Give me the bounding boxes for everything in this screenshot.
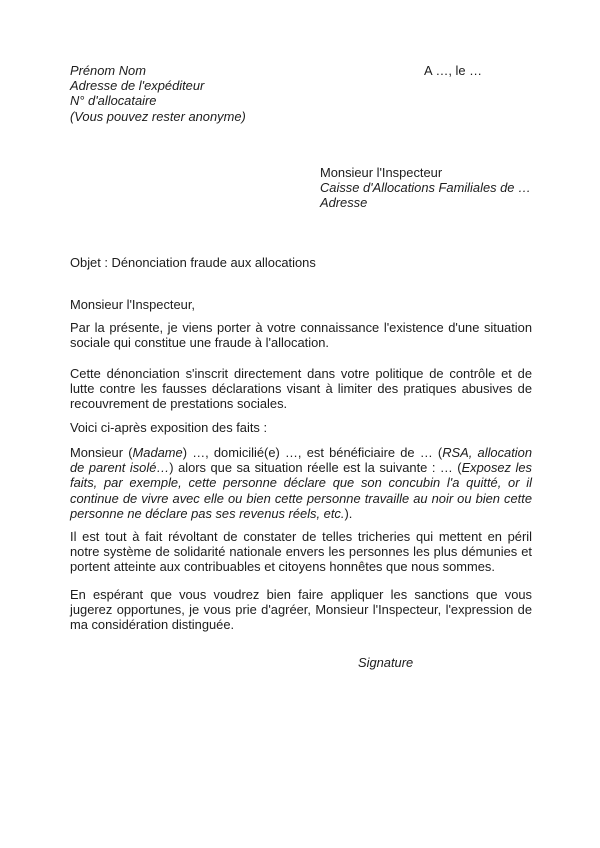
facts-segment: ) …, domicilié(e) …, est bénéficiaire de … (	[182, 445, 443, 460]
recipient-organization: Caisse d'Allocations Familiales de …	[320, 180, 531, 196]
facts-segment-italic: RSA, allocation de parent isolé…	[70, 445, 533, 476]
recipient-address: Adresse	[320, 195, 368, 211]
recipient-title: Monsieur l'Inspecteur	[320, 165, 443, 180]
facts-segment: ).	[344, 505, 353, 521]
facts-segment: Monsieur (	[70, 445, 133, 460]
salutation: Monsieur l'Inspecteur,	[70, 297, 195, 312]
signature-label: Signature	[358, 655, 414, 670]
paragraph-closing: En espérant que vous voudrez bien faire appliquer les sanctions que vous jugerez opportunes, je vous prie d'agréer, Monsieur l'Inspecteur, l'expression de ma considération distinguée.	[70, 587, 532, 633]
sender-name: Prénom Nom	[70, 63, 146, 78]
paragraph-intro: Par la présente, je viens porter à votre connaissance l'existence d'une situation sociale qui constitue une fraude à l'allocation.	[70, 320, 532, 351]
sender-block	[70, 63, 246, 124]
paragraph-context: Cette dénonciation s'inscrit directement dans votre politique de contrôle et de lutte contre les fausses déclarations visant à limiter des pratiques abusives de recouvrement de prestations sociales.	[70, 366, 532, 412]
sender-beneficiary-number: N° d'allocataire	[70, 93, 157, 109]
place-date-line: A …, le …	[424, 63, 483, 78]
facts-segment-italic: Madame	[132, 445, 183, 460]
facts-segment-italic: Exposez les faits, par exemple, cette personne déclare que son concubin l'a quitté, or il continue de vivre avec elle ou bien cette personne travaille au noir ou bien cette personne ne déclare pas ses revenus réels, etc.	[70, 460, 532, 521]
paragraph-indignation: Il est tout à fait révoltant de constater de telles tricheries qui mettent en péril notre système de solidarité nationale envers les personnes les plus démunies et portent atteinte aux contribuables et citoyens honnêtes que nous sommes.	[70, 529, 532, 575]
paragraph-facts	[70, 445, 532, 521]
facts-segment: ) alors que sa situation réelle est la suivante : … (	[169, 460, 462, 476]
recipient-block	[320, 165, 531, 211]
sender-address: Adresse de l'expéditeur	[70, 78, 205, 94]
paragraph-facts-lead: Voici ci-après exposition des faits :	[70, 420, 268, 435]
subject-line: Objet : Dénonciation fraude aux allocations	[70, 255, 316, 270]
sender-anonymity-note: (Vous pouvez rester anonyme)	[70, 108, 246, 124]
